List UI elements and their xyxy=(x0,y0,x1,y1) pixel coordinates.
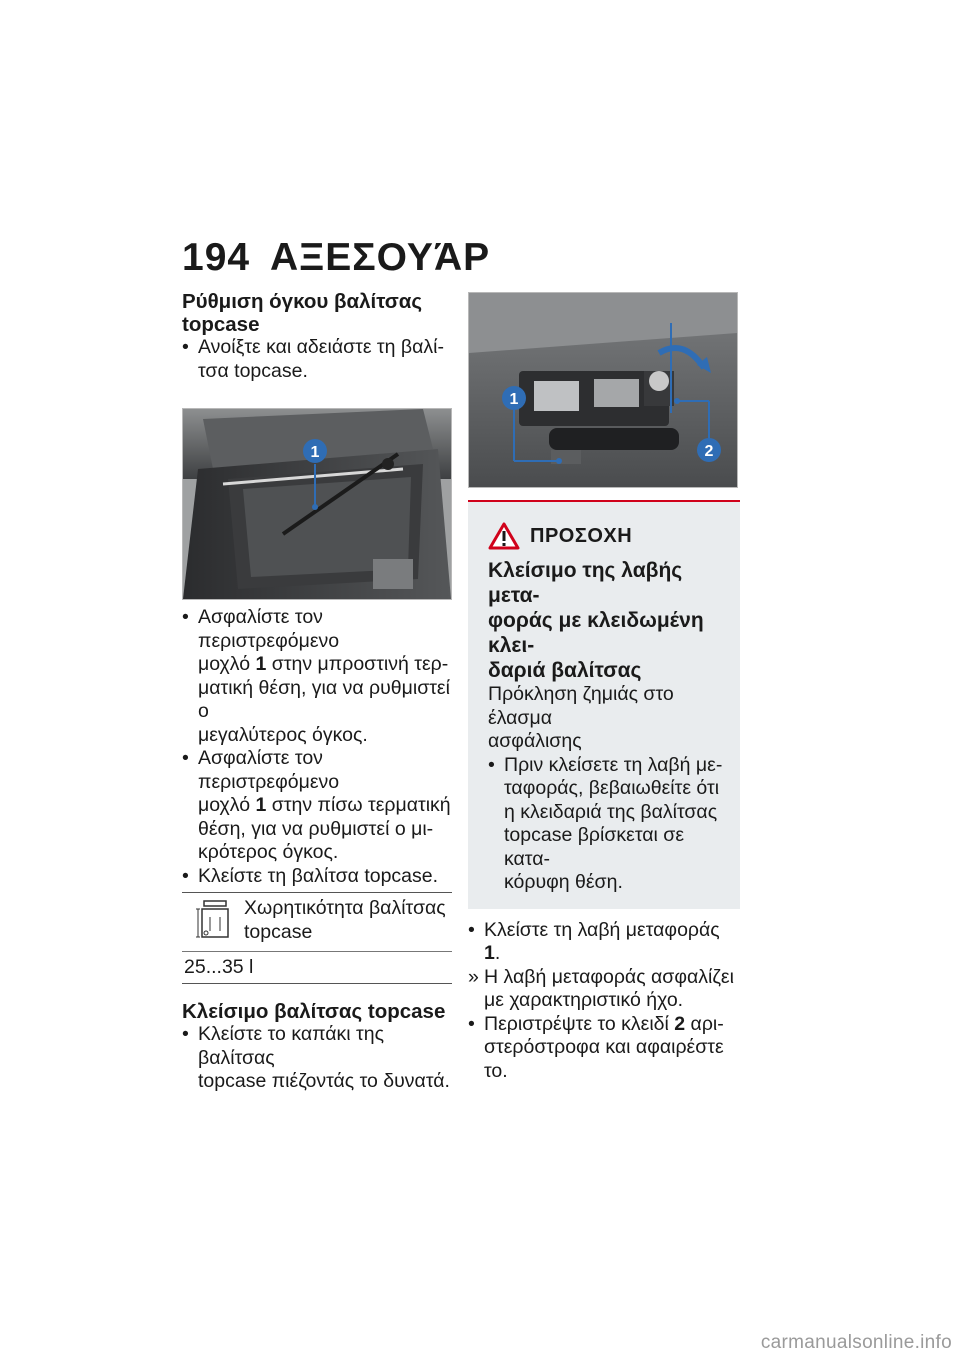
warning-header xyxy=(488,522,730,550)
footer-watermark: carmanualsonline.info xyxy=(760,1332,952,1353)
topcase-open-illustration xyxy=(183,409,451,599)
warning-instruction: • Πριν κλείσετε τη λαβή με- ταφοράς, βεβαιωθείτε ότι η κλειδαριά της βαλίτσας topcase βρίσκεται σε κατα- κόρυφη θέση. xyxy=(488,754,730,895)
callout-1: 1 xyxy=(509,391,519,408)
spec-header xyxy=(182,893,452,952)
heading-close-topcase: Κλείσιμο βαλίτσας topcase xyxy=(182,1000,446,1023)
section-title: ΑΞΕΣΟΥΆΡ xyxy=(270,236,491,279)
heading-volume-adjust: Ρύθμιση όγκου βαλίτσας topcase xyxy=(182,290,423,336)
step-remove-key: • Περιστρέψτε το κλειδί 2 αρι- στερόστροφα και αφαιρέστε το. xyxy=(468,1013,740,1084)
warning-title: ΠΡΟΣΟΧΗ xyxy=(530,524,633,547)
page-number: 194 xyxy=(182,236,251,279)
photo-carry-handle xyxy=(468,292,738,488)
warning-box xyxy=(468,500,740,909)
spec-label: Χωρητικότητα βαλίτσας topcase xyxy=(244,897,446,943)
step-front-position: • Ασφαλίστε τον περιστρεφόμενο μοχλό 1 στην μπροστινή τερ- ματική θέση, για να ρυθμιστεί ο μεγαλύτερος όγκος. xyxy=(182,606,452,747)
page-header xyxy=(182,236,742,286)
step-close-topcase: • Κλείστε τη βαλίτσα topcase. xyxy=(182,865,452,889)
spec-table xyxy=(182,892,452,984)
warning-consequence: Πρόκληση ζημιάς στο έλασμα ασφάλισης xyxy=(488,683,674,752)
warning-subject: Κλείσιμο της λαβής μετα- φοράς με κλειδωμένη κλει- δαριά βαλίτσας xyxy=(488,559,704,682)
spec-value: 25...35 l xyxy=(184,956,254,978)
step-press-lid: • Κλείστε το καπάκι της βαλίτσας topcase πιέζοντάς το δυνατά. xyxy=(182,1023,452,1094)
callout-2: 2 xyxy=(704,443,714,460)
volume-icon xyxy=(192,897,240,945)
photo-topcase-open xyxy=(182,408,452,600)
right-column xyxy=(468,292,740,1083)
result-handle-locks: » Η λαβή μεταφοράς ασφαλίζει με χαρακτηριστικό ήχο. xyxy=(468,966,740,1013)
step-close-handle: • Κλείστε τη λαβή μεταφοράς 1. xyxy=(468,919,740,966)
step-rear-position: • Ασφαλίστε τον περιστρεφόμενο μοχλό 1 στην πίσω τερματική θέση, για να ρυθμιστεί ο μι- κρότερος όγκος. xyxy=(182,747,452,865)
callout-1: 1 xyxy=(310,444,320,461)
carry-handle-illustration xyxy=(469,293,737,487)
warning-triangle-icon xyxy=(488,522,520,550)
left-column xyxy=(182,290,452,1094)
step-open-empty: • Ανοίξτε και αδειάστε τη βαλί- τσα topcase. xyxy=(182,336,452,383)
